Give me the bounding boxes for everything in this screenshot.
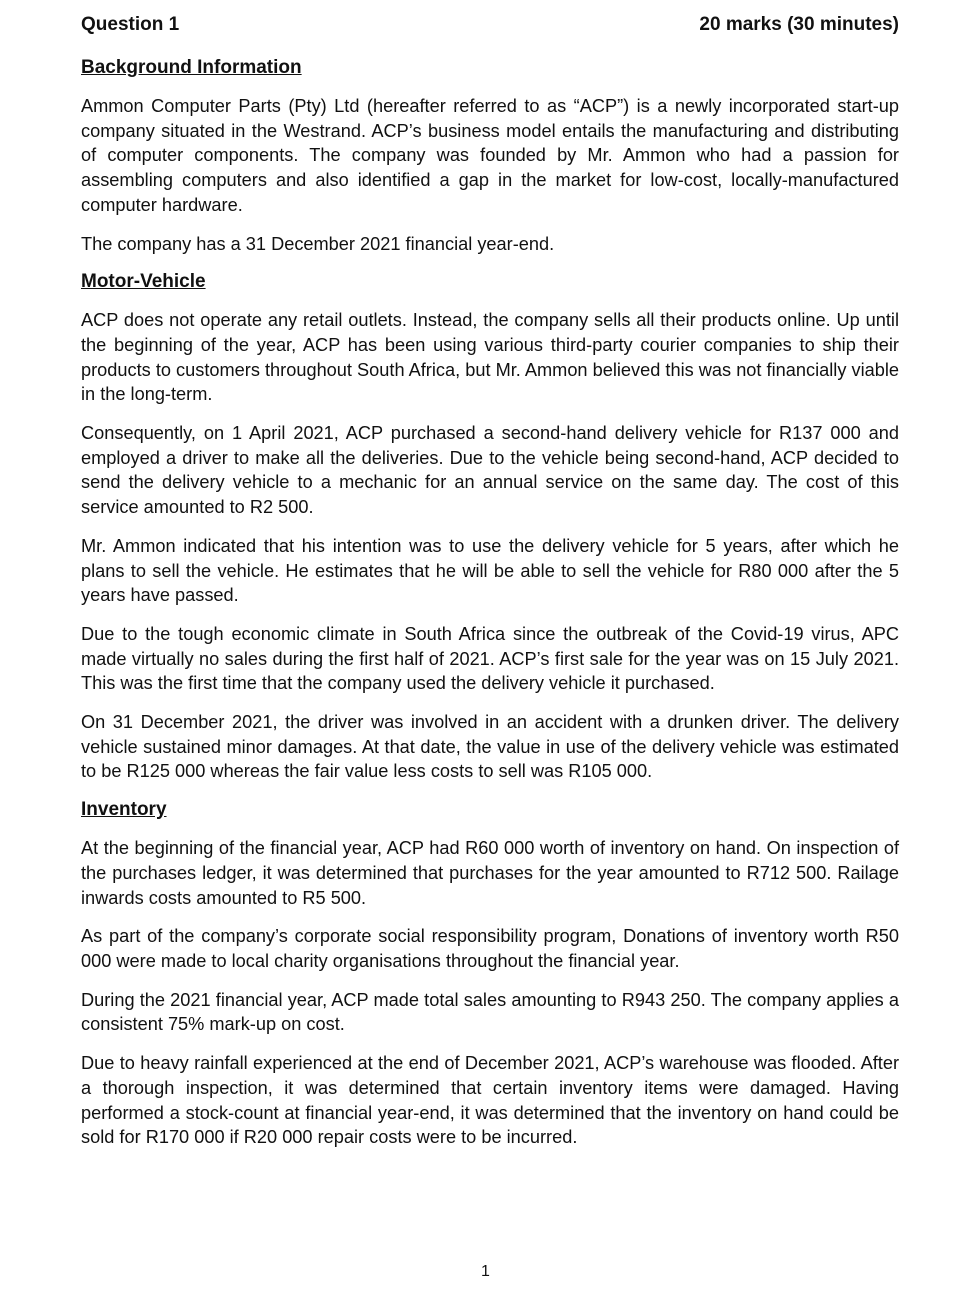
section-heading: Inventory xyxy=(81,799,167,821)
section-heading: Background Information xyxy=(81,57,302,78)
section-heading: Motor-Vehicle xyxy=(81,271,206,293)
marks-label: 20 marks (30 minutes) xyxy=(699,14,899,35)
paragraph: The company has a 31 December 2021 financial year-end. xyxy=(81,233,555,254)
paragraph: Mr. Ammon indicated that his intention was to use the delivery vehicle for 5 years, after which he plans to sell the vehicle. He estimates that he will be able to sell the vehicle for R80 000 after the 5 years have passed. xyxy=(81,535,899,606)
paragraph: Due to the tough economic climate in South Africa since the outbreak of the Covid-19 virus, APC made virtually no sales during the first half of 2021. ACP’s first sale for the year was on 15 July 2021. This was the first time that the company used the delivery vehicle it purchased. xyxy=(81,623,899,694)
section-background xyxy=(81,56,899,256)
question-header xyxy=(81,14,899,42)
paragraph: On 31 December 2021, the driver was involved in an accident with a drunken driver. The delivery vehicle sustained minor damages. At that date, the value in use of the delivery vehicle was estimated to be R125 000 whereas the fair value less costs to sell was R105 000. xyxy=(81,712,899,782)
section-motor-vehicle xyxy=(81,270,899,784)
section-inventory xyxy=(81,798,899,1150)
paragraph: Consequently, on 1 April 2021, ACP purchased a second-hand delivery vehicle for R137 000 and employed a driver to make all the deliveries. Due to the vehicle being second-hand, ACP decided to send the delivery vehicle to a mechanic for an annual service on the same day. The cost of this service amounted to R2 500. xyxy=(81,423,899,518)
paragraph: ACP does not operate any retail outlets. Instead, the company sells all their products online. Up until the beginning of the year, ACP has been using various third-party courier companies to ship their products to customers throughout South Africa, but Mr. Ammon believed this was not financially viable in the long-term. xyxy=(81,310,899,405)
paragraph: Due to heavy rainfall experienced at the end of December 2021, ACP’s warehouse was flooded. After a thorough inspection, it was determined that certain inventory items were damaged. Having performed a stock-count at financial year-end, it was determined that the inventory on hand could be sold for R170 000 if R20 000 repair costs were to be incurred. xyxy=(81,1053,899,1148)
paragraph: During the 2021 financial year, ACP made total sales amounting to R943 250. The company applies a consistent 75% mark-up on cost. xyxy=(81,989,899,1035)
paragraph: At the beginning of the financial year, ACP had R60 000 worth of inventory on hand. On inspection of the purchases ledger, it was determined that purchases for the year amounted to R712 500. Railage inwards costs amounted to R5 500. xyxy=(81,838,899,908)
paragraph: As part of the company’s corporate social responsibility program, Donations of inventory worth R50 000 were made to local charity organisations throughout the financial year. xyxy=(81,926,899,971)
page-number: 1 xyxy=(481,1263,490,1280)
question-title: Question 1 xyxy=(81,14,180,35)
paragraph: Ammon Computer Parts (Pty) Ltd (hereafter referred to as “ACP”) is a newly incorporated start-up company situated in the Westrand. ACP’s business model entails the manufacturing and distributing of computer components. The company was founded by Mr. Ammon who had a passion for assembling computers and also identified a gap in the market for low-cost, locally-manufactured computer hardware. xyxy=(81,96,899,215)
document-page xyxy=(81,14,899,1150)
